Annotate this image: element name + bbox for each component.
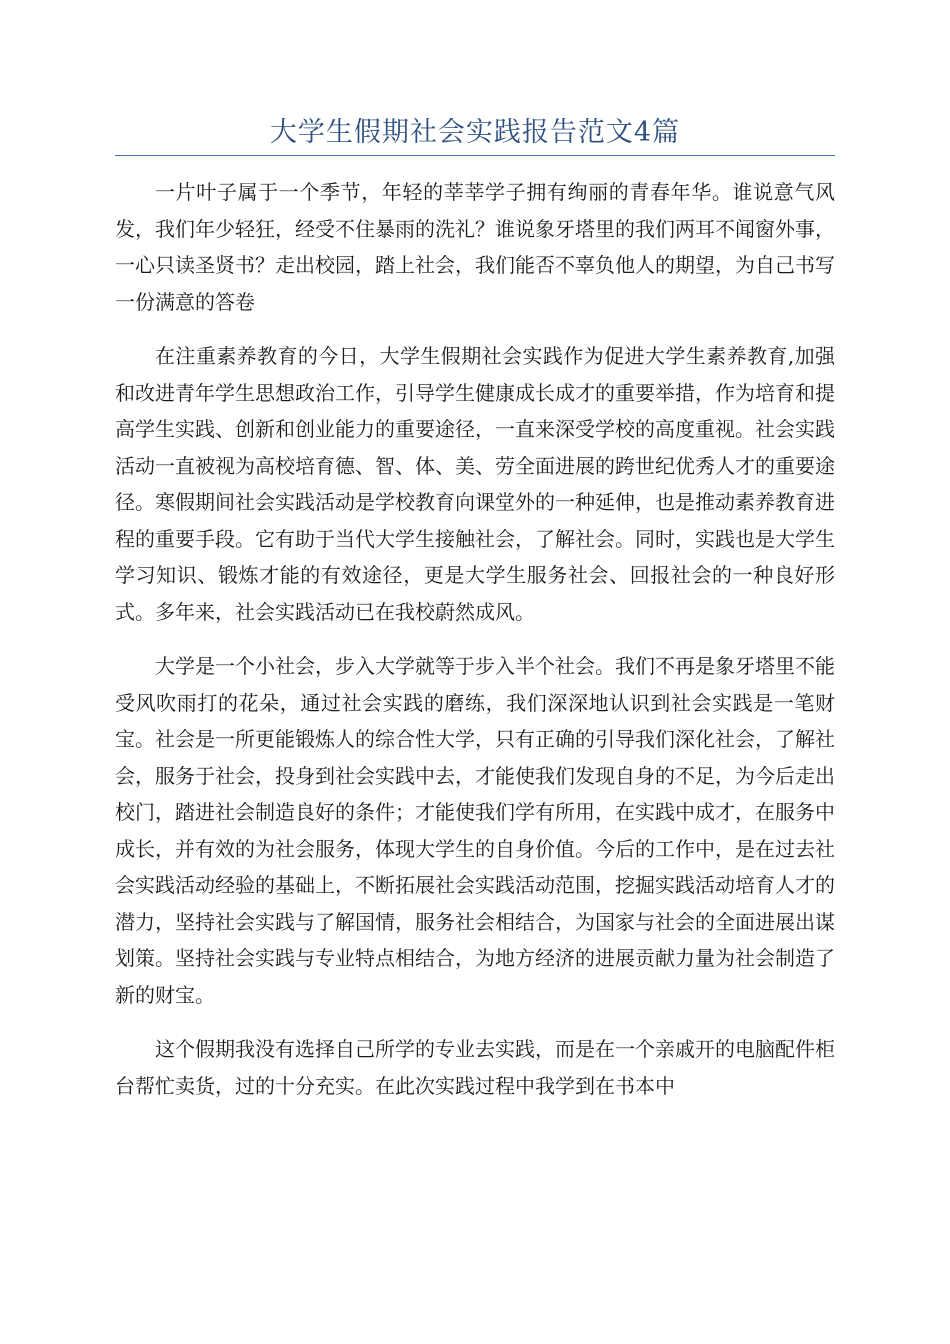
paragraph-1: 一片叶子属于一个季节，年轻的莘莘学子拥有绚丽的青春年华。谁说意气风发，我们年少轻狂，经受不住暴雨的洗礼？谁说象牙塔里的我们两耳不闻窗外事，一心只读圣贤书？走出校园，踏上社会，我们能否不辜负他人的期望，为自己书写一份满意的答卷 — [115, 180, 835, 314]
document-body — [115, 174, 835, 1122]
paragraph-3: 大学是一个小社会，步入大学就等于步入半个社会。我们不再是象牙塔里不能受风吹雨打的花朵，通过社会实践的磨练，我们深深地认识到社会实践是一笔财宝。社会是一所更能锻炼人的综合性大学，只有正确的引导我们深化社会，了解社会，服务于社会，投身到社会实践中去，才能使我们发现自身的不足，为今后走出校门，踏进社会制造良好的条件；才能使我们学有所用，在实践中成才，在服务中成长，并有效的为社会服务，体现大学生的自身价值。今后的工作中，是在过去社会实践活动经验的基础上，不断拓展社会实践活动范围，挖掘实践活动培育人才的潜力，坚持社会实践与了解国情，服务社会相结合，为国家与社会的全面进展出谋划策。坚持社会实践与专业特点相结合，为地方经济的进展贡献力量为社会制造了新的财宝。 — [115, 654, 835, 1007]
document-title: 大学生假期社会实践报告范文4篇 — [269, 117, 681, 148]
title-underline — [115, 155, 835, 156]
paragraph-2: 在注重素养教育的今日，大学生假期社会实践作为促进大学生素养教育,加强和改进青年学生思想政治工作，引导学生健康成长成才的重要举措，作为培育和提高学生实践、创新和创业能力的重要途径，一直来深受学校的高度重视。社会实践活动一直被视为高校培育德、智、体、美、劳全面进展的跨世纪优秀人才的重要途径。寒假期间社会实践活动是学校教育向课堂外的一种延伸，也是推动素养教育进程的重要手段。它有助于当代大学生接触社会，了解社会。同时，实践也是大学生学习知识、锻炼才能的有效途径，更是大学生服务社会、回报社会的一种良好形式。多年来，社会实践活动已在我校蔚然成风。 — [115, 344, 835, 624]
paragraph-4: 这个假期我没有选择自己所学的专业去实践，而是在一个亲戚开的电脑配件柜台帮忙卖货，过的十分充实。在此次实践过程中我学到在书本中 — [115, 1037, 835, 1098]
